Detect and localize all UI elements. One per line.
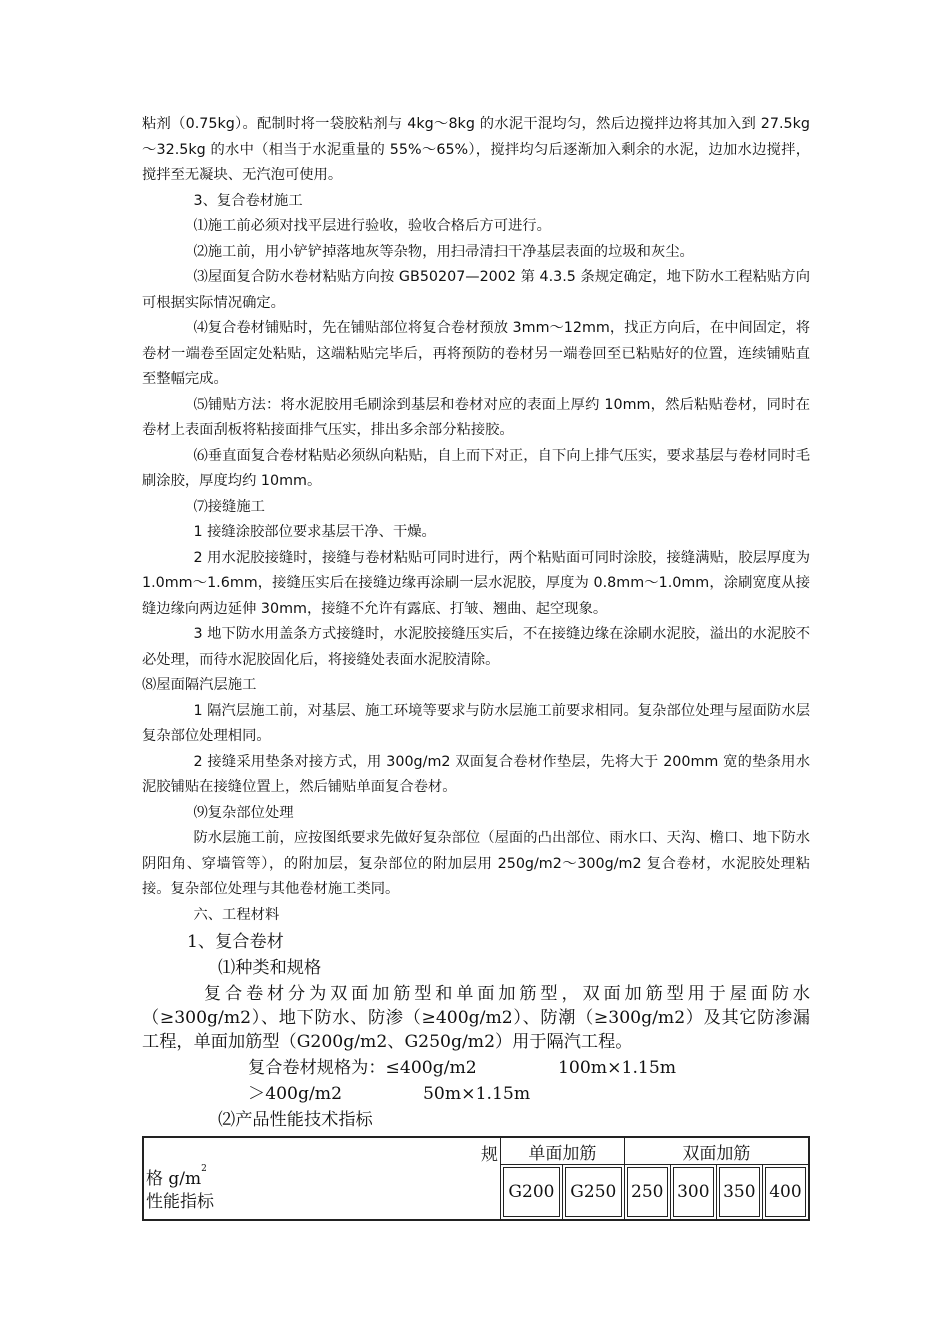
item-7-point-2: 2 用水泥胶接缝时，接缝与卷材粘贴可同时进行，两个粘贴面可同时涂胶，接缝满贴，胶层厚度为 1.0mm～1.6mm，接缝压实后在接缝边缘再涂刷一层水泥胶，厚度为 0.8mm～1.0mm，涂刷宽度从接缝边缘向两边延伸 30mm，接缝不允许有露底、打皱、翘曲、起空现象。 bbox=[142, 549, 810, 617]
item-3: ⑶屋面复合防水卷材粘贴方向按 GB50207—2002 第 4.3.5 条规定确定，地下防水工程粘贴方向可根据实际情况确定。 bbox=[142, 269, 810, 311]
item-7-point-3: 3 地下防水用盖条方式接缝时，水泥胶接缝压实后，不在接缝边缘在涂刷水泥胶，溢出的水泥胶不必处理，而待水泥胶固化后，将接缝处表面水泥胶清除。 bbox=[142, 626, 810, 668]
col-g200: G200 bbox=[501, 1165, 563, 1221]
item-1: ⑴施工前必须对找平层进行验收，验收合格后方可进行。 bbox=[193, 218, 551, 234]
spec-label-2: ＞400g/m2 bbox=[248, 1084, 343, 1104]
table-header-corner bbox=[143, 1137, 501, 1220]
item-8-point-2: 2 接缝采用垫条对接方式，用 300g/m2 双面复合卷材作垫层，先将大于 200mm 宽的垫条用水泥胶铺贴在接缝位置上，然后铺贴单面复合卷材。 bbox=[142, 753, 810, 795]
spec-value-1: 100m×1.15m bbox=[558, 1058, 677, 1078]
subsection-1-1-title: ⑴种类和规格 bbox=[218, 958, 322, 978]
materials-description: 复合卷材分为双面加筋型和单面加筋型，双面加筋型用于屋面防水（≥300g/m2）、地下防水、防渗（≥400g/m2）、防潮（≥300g/m2）及其它防渗漏工程，单面加筋型（G200g/m2、G250g/m2）用于隔汽工程。 bbox=[142, 984, 810, 1052]
group-double-reinforced: 双面加筋 bbox=[624, 1137, 809, 1165]
subsection-1-title: 1、复合卷材 bbox=[187, 932, 284, 952]
item-9-body: 防水层施工前，应按图纸要求先做好复杂部位（屋面的凸出部位、雨水口、天沟、檐口、地下防水阴阳角、穿墙管等），的附加层，复杂部位的附加层用 250g/m2～300g/m2 复合卷材，水泥胶处理粘接。复杂部位处理与其他卷材施工类同。 bbox=[142, 830, 810, 897]
document-page bbox=[142, 112, 810, 1132]
intro-paragraph: 粘剂（0.75kg）。配制时将一袋胶粘剂与 4kg～8kg 的水泥干混均匀，然后边搅拌边将其加入到 27.5kg～32.5kg 的水中（相当于水泥重量的 55%～65%），搅拌均匀后逐渐加入剩余的水泥，边加水边搅拌，搅拌至无凝块、无汽泡可使用。 bbox=[142, 116, 810, 183]
item-7-title: ⑺接缝施工 bbox=[193, 498, 265, 515]
header-performance-index: 性能指标 bbox=[146, 1192, 214, 1212]
item-8-title: ⑻屋面隔汽层施工 bbox=[142, 677, 257, 693]
group-single-reinforced: 单面加筋 bbox=[501, 1137, 625, 1165]
col-250: 250 bbox=[624, 1165, 670, 1221]
col-300: 300 bbox=[670, 1165, 716, 1221]
spec-label-1: 复合卷材规格为：≤400g/m2 bbox=[248, 1058, 477, 1078]
item-2: ⑵施工前，用小铲铲掉落地灰等杂物，用扫帚清扫干净基层表面的垃圾和灰尘。 bbox=[193, 243, 694, 260]
col-400: 400 bbox=[762, 1165, 809, 1221]
spec-row-1 bbox=[142, 1056, 810, 1080]
item-6: ⑹垂直面复合卷材粘贴必须纵向粘贴，自上而下对正，自下向上排气压实，要求基层与卷材同时毛刷涂胶，厚度均约 10mm。 bbox=[142, 447, 810, 489]
performance-table bbox=[142, 1136, 810, 1221]
section-6-title: 六、工程材料 bbox=[193, 906, 280, 923]
header-ge: 格 $g/m^2$ bbox=[146, 1164, 207, 1189]
item-8-point-1: 1 隔汽层施工前，对基层、施工环境等要求与防水层施工前要求相同。复杂部位处理与屋面防水层复杂部位处理相同。 bbox=[142, 702, 810, 744]
spec-value-2: 50m×1.15m bbox=[423, 1084, 531, 1104]
header-gui: 规 bbox=[481, 1145, 498, 1165]
item-4: ⑷复合卷材铺贴时，先在铺贴部位将复合卷材预放 3mm～12mm，找正方向后，在中间固定，将卷材一端卷至固定处粘贴，这端粘贴完毕后，再将预防的卷材另一端卷回至已粘贴好的位置，连续铺贴直至整幅完成。 bbox=[142, 320, 810, 387]
section-3-title: 3、复合卷材施工 bbox=[193, 192, 303, 209]
item-7-point-1: 1 接缝涂胶部位要求基层干净、干燥。 bbox=[193, 524, 436, 540]
spec-row-2 bbox=[142, 1082, 810, 1106]
col-g250: G250 bbox=[562, 1165, 624, 1221]
item-5: ⑸铺贴方法：将水泥胶用毛刷涂到基层和卷材对应的表面上厚约 10mm，然后粘贴卷材，同时在卷材上表面刮板将粘接面排气压实，排出多余部分粘接胶。 bbox=[142, 396, 810, 438]
item-9-title: ⑼复杂部位处理 bbox=[193, 804, 294, 821]
subsection-1-2-title: ⑵产品性能技术指标 bbox=[218, 1110, 373, 1130]
col-350: 350 bbox=[716, 1165, 762, 1221]
